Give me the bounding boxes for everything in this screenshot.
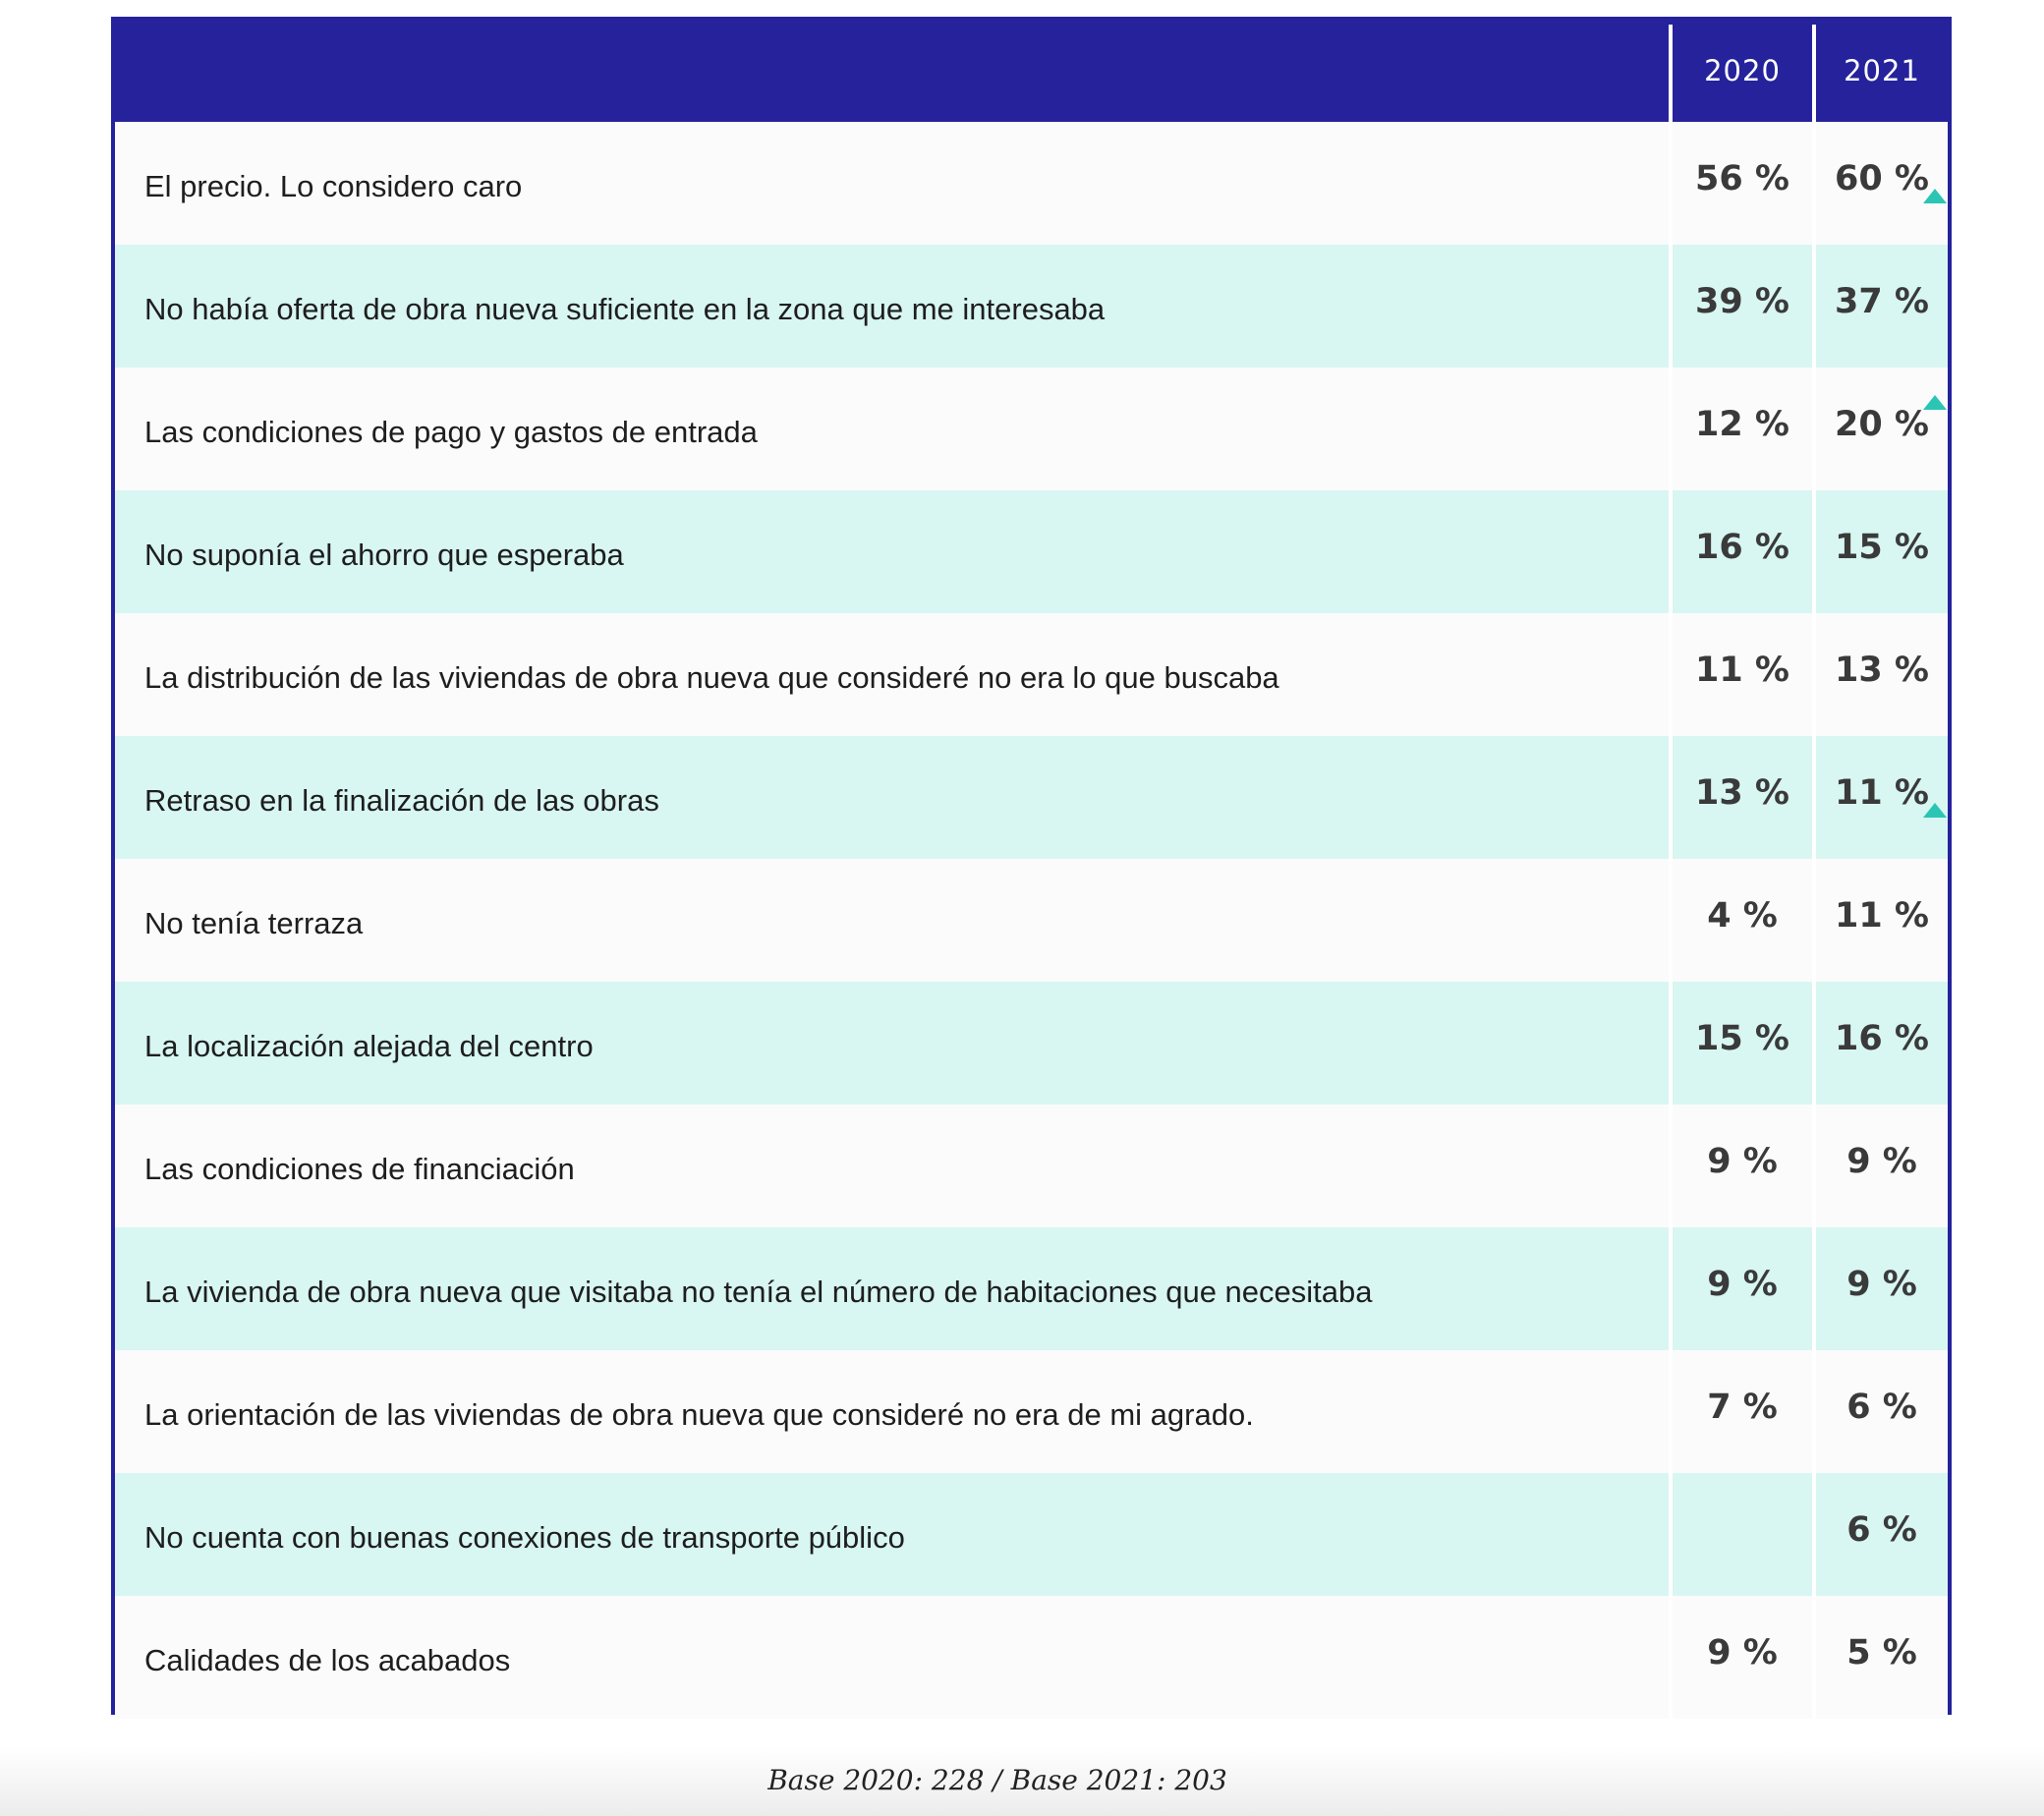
value-2020: 15 % bbox=[1695, 1018, 1789, 1058]
row-label: Retraso en la finalización de las obras bbox=[144, 782, 659, 818]
row-label: Calidades de los acabados bbox=[144, 1642, 511, 1677]
table-header bbox=[115, 21, 1948, 122]
row-label: La localización alejada del centro bbox=[144, 1028, 594, 1063]
row-label: No suponía el ahorro que esperaba bbox=[144, 537, 624, 572]
value-2020: 9 % bbox=[1707, 1632, 1778, 1673]
value-2021: 9 % bbox=[1846, 1264, 1917, 1304]
value-2020: 9 % bbox=[1707, 1141, 1778, 1181]
table-row bbox=[115, 613, 1948, 736]
row-label: No había oferta de obra nueva suficiente en la zona que me interesaba bbox=[144, 291, 1106, 326]
row-label: Las condiciones de pago y gastos de entrada bbox=[144, 414, 758, 449]
value-2020: 11 % bbox=[1695, 650, 1789, 690]
row-label: No cuenta con buenas conexiones de transporte público bbox=[144, 1519, 905, 1555]
value-2021: 60 % bbox=[1835, 158, 1929, 199]
table-row bbox=[115, 122, 1948, 245]
increase-arrow-icon bbox=[1923, 395, 1947, 410]
data-table bbox=[111, 17, 1952, 1715]
value-2021: 6 % bbox=[1846, 1509, 1917, 1550]
table-row bbox=[115, 245, 1948, 368]
value-2021: 5 % bbox=[1846, 1632, 1917, 1673]
value-2021: 11 % bbox=[1835, 772, 1929, 813]
value-2020: 12 % bbox=[1695, 404, 1789, 444]
value-2021: 9 % bbox=[1846, 1141, 1917, 1181]
value-2021: 37 % bbox=[1835, 281, 1929, 321]
value-2021: 15 % bbox=[1835, 527, 1929, 567]
table-row bbox=[115, 490, 1948, 613]
column-header-2021: 2021 bbox=[1844, 54, 1920, 87]
value-2021: 20 % bbox=[1835, 404, 1929, 444]
table-row bbox=[115, 1105, 1948, 1227]
footnote: Base 2020: 228 / Base 2021: 203 bbox=[767, 1764, 1227, 1796]
row-label: El precio. Lo considero caro bbox=[144, 168, 523, 203]
value-2020: 7 % bbox=[1707, 1387, 1778, 1427]
table-row bbox=[115, 1227, 1948, 1350]
increase-arrow-icon bbox=[1923, 189, 1947, 203]
value-2021: 16 % bbox=[1835, 1018, 1929, 1058]
increase-arrow-icon bbox=[1923, 803, 1947, 818]
row-label: Las condiciones de financiación bbox=[144, 1151, 575, 1186]
table-row bbox=[115, 1596, 1948, 1719]
table-row bbox=[115, 1350, 1948, 1473]
column-header-2020: 2020 bbox=[1704, 54, 1781, 87]
value-2020: 56 % bbox=[1695, 158, 1789, 199]
row-label: La orientación de las viviendas de obra nueva que consideré no era de mi agrado. bbox=[144, 1396, 1254, 1432]
table-row bbox=[115, 368, 1948, 490]
value-2021: 11 % bbox=[1835, 895, 1929, 936]
row-label: La distribución de las viviendas de obra nueva que consideré no era lo que buscaba bbox=[144, 659, 1279, 695]
value-2020: 9 % bbox=[1707, 1264, 1778, 1304]
table-row bbox=[115, 982, 1948, 1105]
value-2020: 13 % bbox=[1695, 772, 1789, 813]
row-label: No tenía terraza bbox=[144, 905, 364, 940]
value-2021: 13 % bbox=[1835, 650, 1929, 690]
row-label: La vivienda de obra nueva que visitaba no tenía el número de habitaciones que necesitaba bbox=[144, 1274, 1373, 1309]
table-row bbox=[115, 859, 1948, 982]
value-2020: 4 % bbox=[1707, 895, 1778, 936]
table-row bbox=[115, 736, 1948, 859]
value-2020: 16 % bbox=[1695, 527, 1789, 567]
value-2021: 6 % bbox=[1846, 1387, 1917, 1427]
value-2020 bbox=[1673, 1473, 1812, 1596]
value-2020: 39 % bbox=[1695, 281, 1789, 321]
table-row bbox=[115, 1473, 1948, 1596]
